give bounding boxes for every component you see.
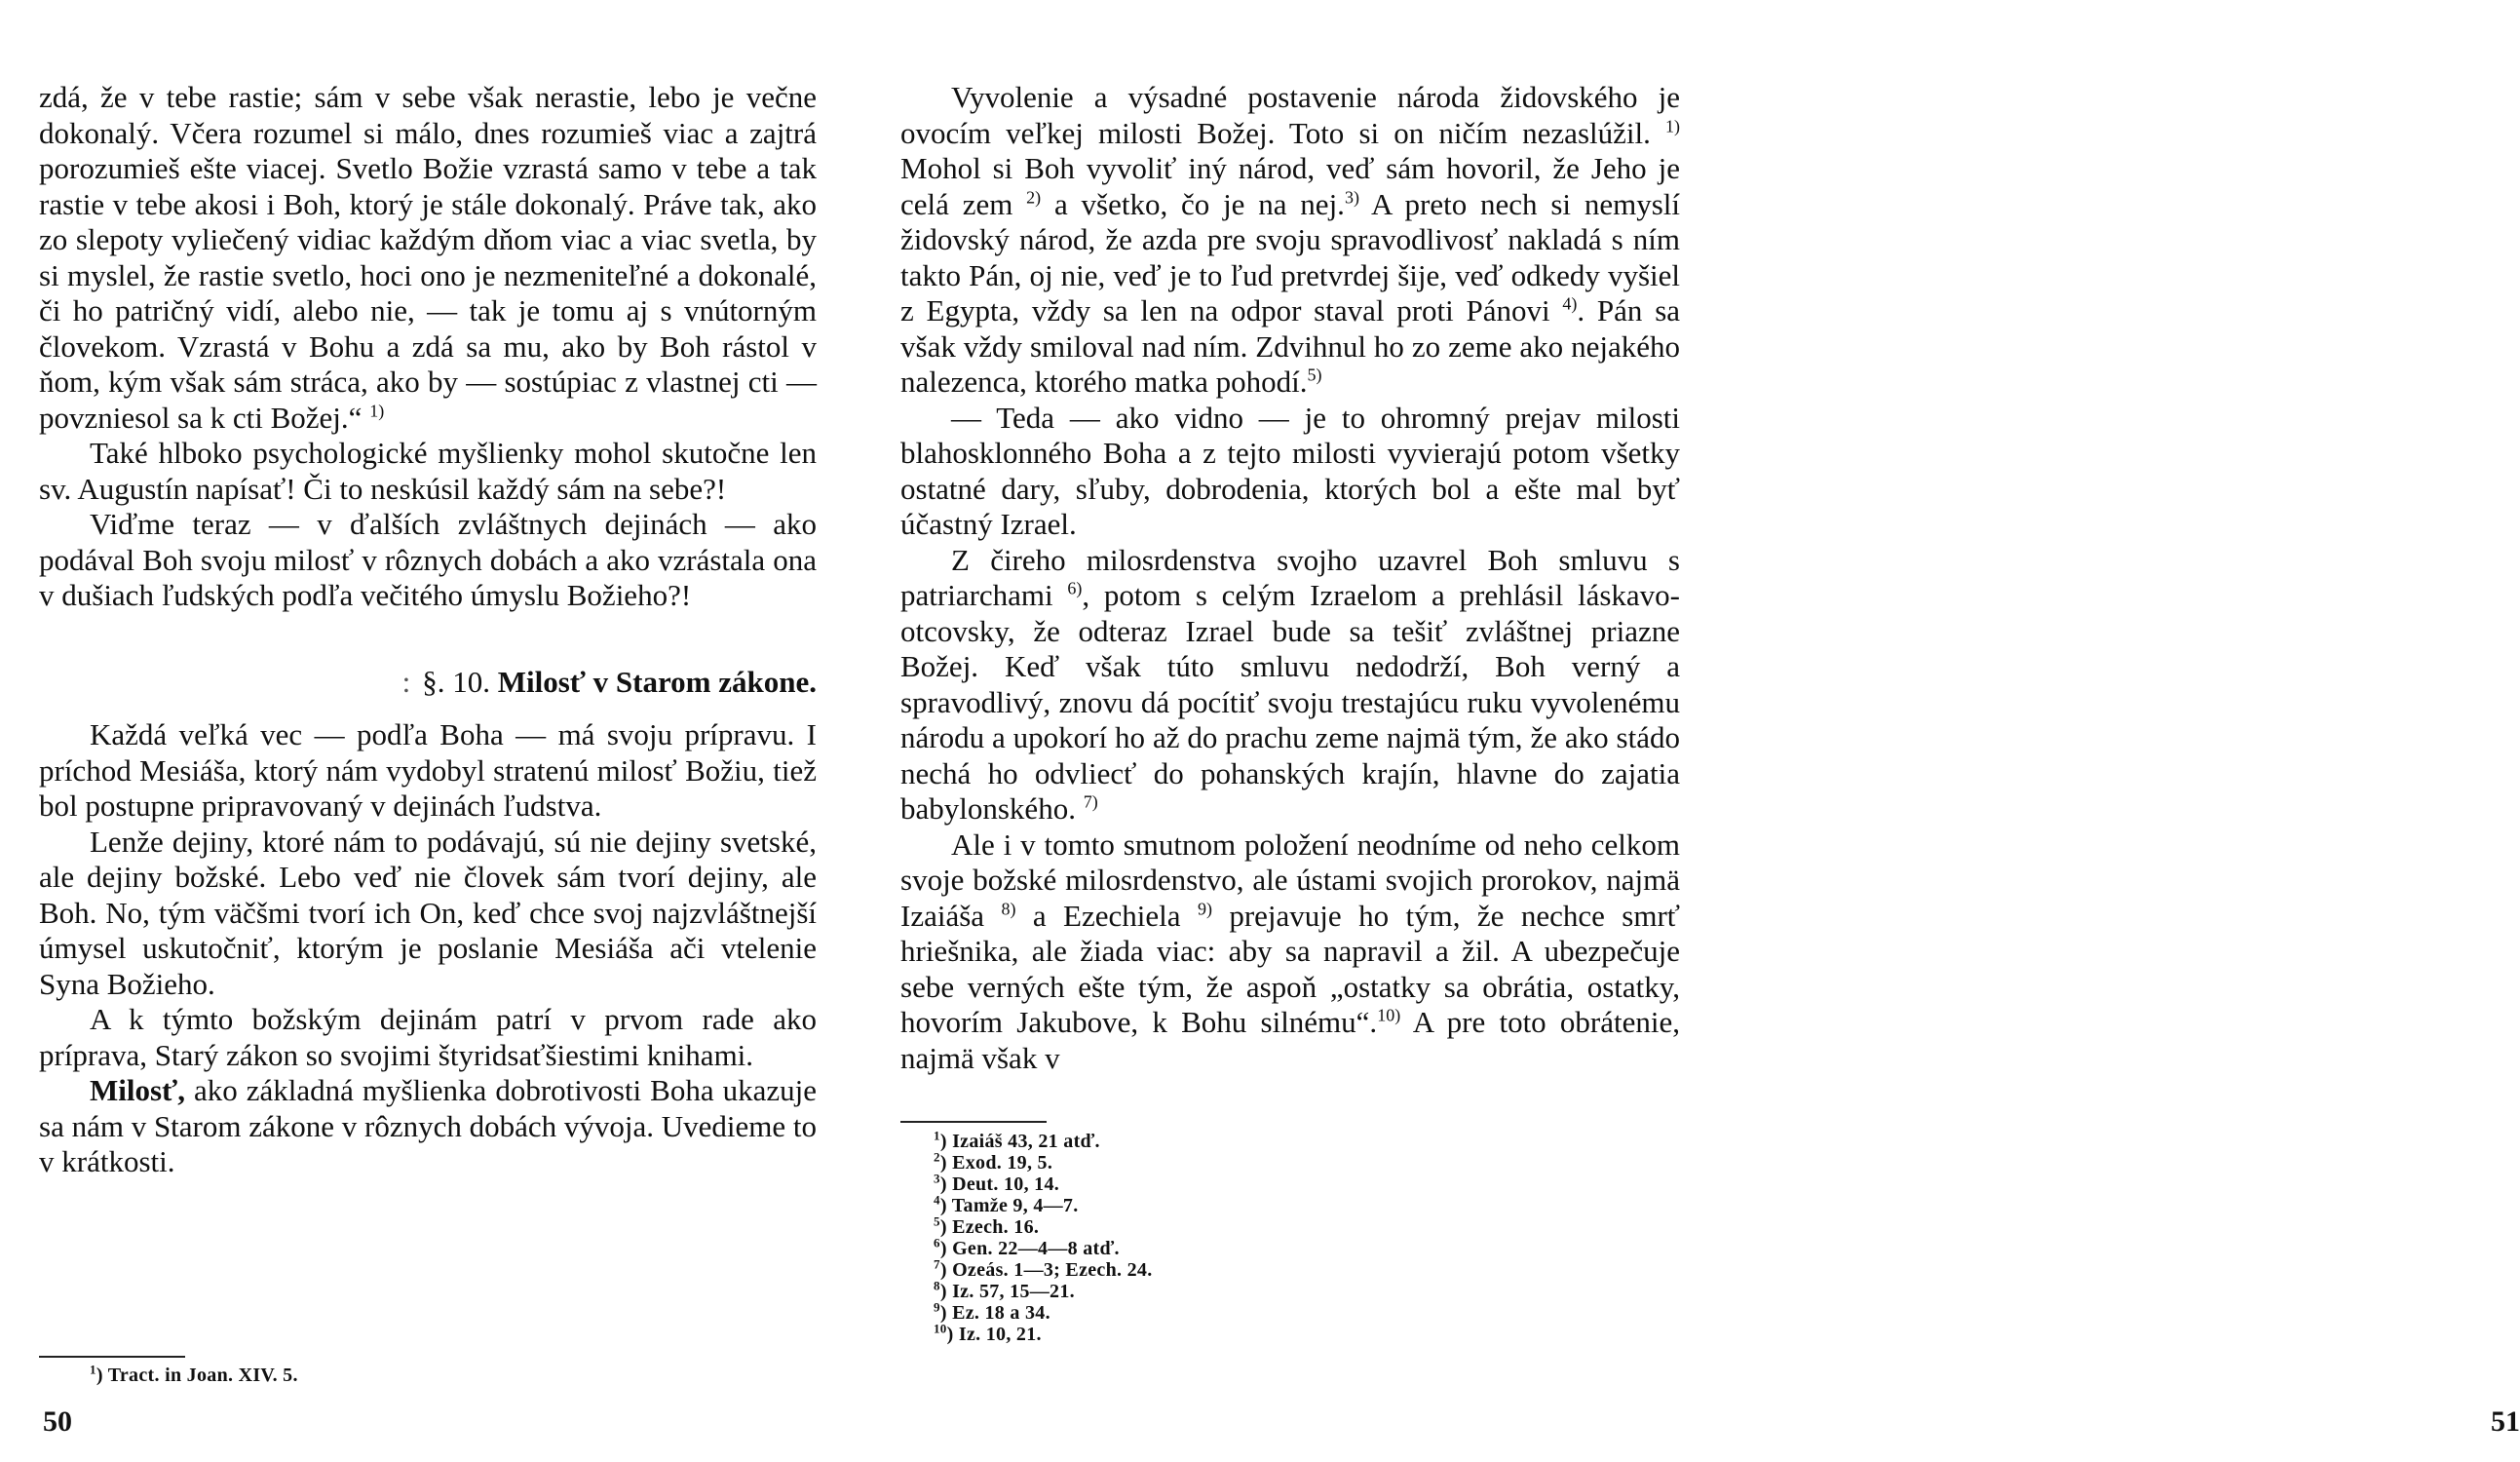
- footnote: $^2$) Exod. 19, 5.: [934, 1149, 1053, 1173]
- footnote-reference: 5): [1307, 365, 1322, 385]
- paragraph: Také hlboko psychologické myšlienky mohol skutočne len sv. Augustín napísať! Či to neskúsil každý sám na sebe?!: [39, 436, 817, 506]
- footnote-reference: 4): [1562, 293, 1578, 314]
- footnote: $^5$) Ezech. 16.: [934, 1213, 1040, 1238]
- page-number: 50: [43, 1405, 72, 1438]
- footnotes: [934, 1128, 1153, 1345]
- footnote: $^9$) Ez. 18 a 34.: [934, 1299, 1050, 1324]
- paragraph: — Teda — ako vidno — je to ohromný prejav milosti blahosklonného Boha a z tejto milosti vyvierajú potom všetky ostatné dary, sľuby, dobrodenia, ktorých bol a ešte mal byť účastný Izrael.: [900, 400, 1680, 541]
- paragraph-text: ako základná myšlienka dobrotivosti Boha ukazuje sa nám v Starom zákone v rôznych dobách vývoja. Uvedieme to v krátkosti.: [39, 1073, 818, 1178]
- paragraph: Z čireho milosrdenstva svojho uzavrel Boh smluvu s patriarchami $^{6)}$, potom s celým Izraelom a prehlásil láskavo-otcovsky, že odteraz Izrael bude sa tešiť zvláštnej priazne Božej. Keď však túto smluvu nedodrží, Boh verný a spravodlivý, znovu dá pocítiť svoju trestajúcu ruku vyvolenému národu a upokorí ho až do prachu zeme najmä tým, že ako stádo nechá ho odvliecť do pohanských krajín, hlavne do zajatia babylonského. $^{7)}$: [900, 542, 1681, 826]
- footnote: $^{10}$) Iz. 10, 21.: [934, 1321, 1042, 1345]
- footnote: $^7$) Ozeás. 1—3; Ezech. 24.: [934, 1256, 1153, 1281]
- footnote-reference: 3): [1344, 187, 1359, 208]
- footnote: $^8$) Iz. 57, 15—21.: [934, 1278, 1075, 1302]
- left-page: [0, 0, 854, 1462]
- paragraph: Vyvolenie a výsadné postavenie národa židovského je ovocím veľkej milosti Božej. Toto si on ničím nezaslúžil. $^{1)}$ Mohol si Boh vyvoliť iný národ, veď sám hovoril, že Jeho je celá zem $^{2)}$ a všetko, čo je na nej.$^{3)}$ A preto nech si nemyslí židovský národ, že azda pre svoju spravodlivosť nakladá s ním takto Pán, oj nie, veď je to ľud pretvrdej šije, veď odkedy vyšiel z Egypta, vždy sa len na odpor staval proti Pánovi $^{4)}$. Pán sa však vždy smiloval nad ním. Zdvihnul ho zo zeme ako nejakého nalezenca, ktorého matka pohodí.$^{5)}$: [900, 80, 1681, 399]
- page-number: 51: [2491, 1405, 2520, 1438]
- footnote-reference: 1): [369, 401, 385, 421]
- footnote-divider: [900, 1121, 1047, 1123]
- footnote: $^3$) Deut. 10, 14.: [934, 1171, 1060, 1195]
- section-title: Milosť v Starom zákone.: [497, 664, 817, 699]
- paragraph: A k týmto božským dejinám patrí v prvom rade ako príprava, Starý zákon so svojimi štyridsaťšiestimi knihami.: [39, 1002, 817, 1072]
- footnote-reference: 1): [1665, 116, 1681, 136]
- section-heading: [39, 665, 817, 701]
- paragraph: Viďme teraz — v ďalších zvláštnych dejinách — ako podával Boh svoju milosť v rôznych dobách a ako vzrástala ona v dušiach ľudských podľa večitého úmyslu Božieho?!: [39, 507, 817, 612]
- heading-mark: :: [401, 664, 411, 699]
- footnote-divider: [39, 1356, 185, 1358]
- paragraph-text: zdá, že v tebe rastie; sám v sebe však nerastie, lebo je večne dokonalý. Včera rozumel si málo, dnes rozumieš viac a zajtrá porozumieš ešte viacej. Svetlo Božie vzrastá samo v tebe a tak rastie v tebe akosi i Boh, ktorý je stále dokonalý. Práve tak, ako zo slepoty vyliečený vidiac každým dňom viac a viac svetla, by si myslel, že rastie svetlo, hoci ono je nezmeniteľné a dokonalé, či ho patričný vidí, alebo nie, — tak je tomu aj s vnútorným človekom. Vzrastá v Bohu a zdá sa mu, ako by Boh rástol v ňom, kým však sám stráca, ako by — sostúpiac z vlastnej cti — povzniesol sa k cti Božej.“: [39, 80, 817, 435]
- footnotes: [90, 1362, 479, 1386]
- footnote: $^1$) Izaiáš 43, 21 atď.: [934, 1128, 1100, 1152]
- footnote-reference: 7): [1083, 791, 1098, 812]
- footnote-reference: 9): [1197, 899, 1212, 919]
- footnote: $^4$) Tamže 9, 4—7.: [934, 1192, 1079, 1216]
- paragraph: Každá veľká vec — podľa Boha — má svoju prípravu. I príchod Mesiáša, ktorý nám vydobyl stratenú milosť Božiu, tiež bol postupne pripravovaný v dejinách ľudstva.: [39, 717, 817, 823]
- section-number: §. 10.: [422, 664, 490, 699]
- paragraph: [39, 80, 817, 436]
- right-page-text-column: [900, 80, 1680, 1076]
- paragraph: [39, 1073, 817, 1180]
- footnote-reference: 6): [1067, 578, 1083, 598]
- left-page-text-column: [39, 80, 817, 1180]
- emphasis-term: Milosť,: [90, 1073, 185, 1107]
- footnote-reference: 10): [1377, 1005, 1401, 1025]
- footnote: $^6$) Gen. 22—4—8 atď.: [934, 1235, 1120, 1259]
- footnote: $^1$) Tract. in Joan. XIV. 5.: [90, 1362, 298, 1386]
- footnote-reference: 2): [1026, 187, 1042, 208]
- footnote-reference: 8): [1001, 899, 1016, 919]
- paragraph: Lenže dejiny, ktoré nám to podávajú, sú nie dejiny svetské, ale dejiny božské. Lebo veď nie človek sám tvorí dejiny, ale Boh. No, tým väčšmi tvorí ich On, keď chce svoj najzvláštnejší úmysel uskutočniť, ktorým je poslanie Mesiáša ači vtelenie Syna Božieho.: [39, 824, 817, 1001]
- paragraph: Ale i v tomto smutnom položení neodníme od neho celkom svoje božské milosrdenstvo, ale ústami svojich prorokov, najmä Izaiáša $^{8)}$ a Ezechiela $^{9)}$ prejavuje ho tým, že nechce smrť hriešnika, ale žiada viac: aby sa napravil a žil. A ubezpečuje sebe verných ešte tým, že aspoň „ostatky sa obrátia, ostatky, hovorím Jakubove, k Bohu silnému“.$^{10)}$ A pre toto obrátenie, najmä však v: [900, 827, 1681, 1075]
